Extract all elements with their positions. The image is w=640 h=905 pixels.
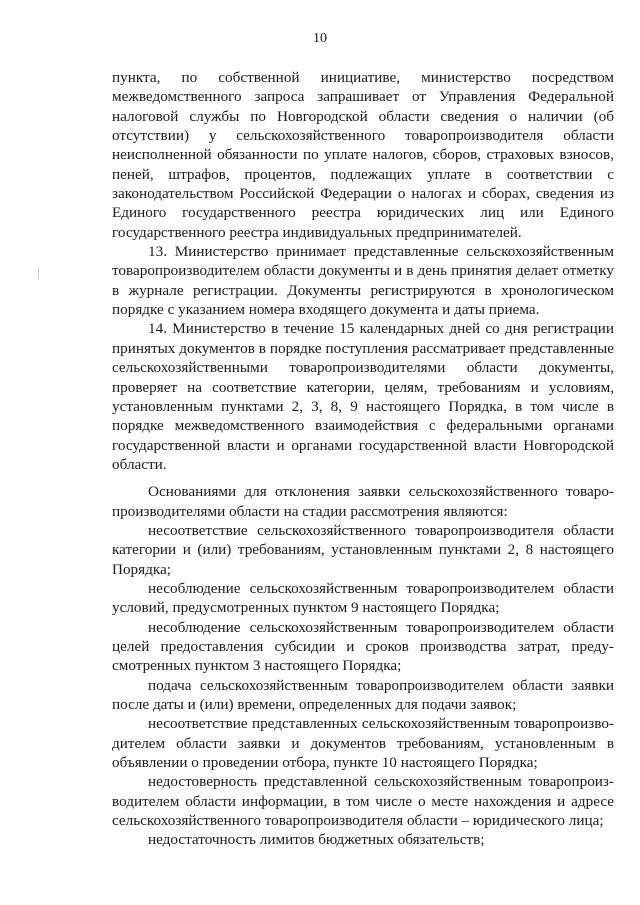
rejection-ground-item: несоблюдение сельскохозяйственным товаропроизводителем области условий, предусмотренных пунктом 9 настоящего Порядка; bbox=[112, 579, 614, 617]
paragraph-13: 13. Министерство принимает представленные сельскохозяйственным товаропроизводителем области документы и в день принятия делает отметку в журнале регистрации. Документы регистрируются в хронологическом порядке с указанием номера входящего документа и даты приема. bbox=[112, 243, 614, 319]
rejection-ground-item: несоблюдение сельскохозяйственным товаропроизводителем области целей предоставления субсидии и сроков производства затрат, преду-смотренных пунктом 3 настоящего Порядка; bbox=[112, 618, 614, 675]
rejection-grounds-intro: Основаниями для отклонения заявки сельскохозяйственного товаро-производителями области на стадии рассмотрения являются: bbox=[112, 483, 614, 520]
rejection-ground-item: подача сельскохозяйственным товаропроизводителем области заявки после даты и (или) времени, определенных для подачи заявок; bbox=[112, 676, 614, 713]
rejection-ground-item: недостоверность представленной сельскохозяйственным товаропроиз-водителем области информации, в том числе о месте нахождения и адресе сельскохозяйственного товаропроизводителя области – юридического лица; bbox=[112, 773, 614, 830]
rejection-ground-item: несоответствие представленных сельскохозяйственным товаропроизво-дителем области заявки и документов требованиям, установленным в объявлении о проведении отбора, пункте 10 настоящего Порядка; bbox=[112, 715, 614, 772]
margin-mark bbox=[38, 268, 39, 280]
rejection-ground-item: недостаточность лимитов бюджетных обязательств; bbox=[148, 831, 485, 849]
paragraph-continuation: пункта, по собственной инициативе, министерство посредством межведомственного запроса запрашивает от Управления Федеральной налоговой службы по Новгородской области сведения о наличии (об отсутствии) у сельскохозяйственного товаропроизводителя области неисполненной обязанности по уплате налогов, сборов, страховых взносов, пеней, штрафов, процентов, подлежащих уплате в соответствии с законодательством Российской Федерации о налогах и сборах, сведения из Единого государственного реестра юридических лиц или Единого государственного реестра индивидуальных предпринимателей. bbox=[112, 69, 614, 241]
paragraph-14: 14. Министерство в течение 15 календарных дней со дня регистрации принятых документов в порядке поступления рассматривает представленные сельскохозяйственными товаропроизводителями области документы, проверяет на соответствие категории, целям, требованиям и условиям, установленным пунктами 2, 3, 8, 9 настоящего Порядка, в том числе в порядке межведомственного взаимодействия с федеральными органами государственной власти и органами государственной власти Новгородской области. bbox=[112, 320, 614, 473]
rejection-ground-item: несоответствие сельскохозяйственного товаропроизводителя области категории и (или) требованиям, установленным пунктами 2, 8 настоящего Порядка; bbox=[112, 521, 614, 578]
document-body bbox=[112, 68, 614, 850]
page-number: 10 bbox=[313, 31, 327, 46]
